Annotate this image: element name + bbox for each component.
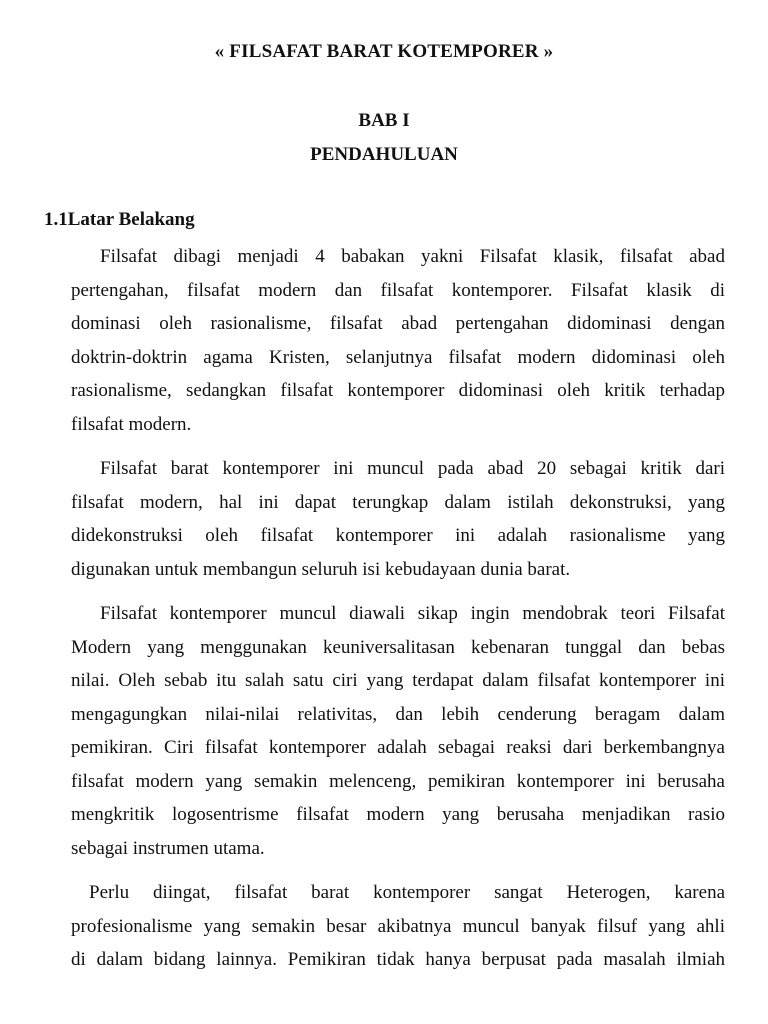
text-line: di dalam bidang lainnya. Pemikiran tidak hanya berpusat pada masalah ilmiah [71, 949, 725, 970]
text-line: rasionalisme, sedangkan filsafat kontemporer didominasi oleh kritik terhadap [71, 380, 725, 401]
text-line: Filsafat kontemporer muncul diawali sikap ingin mendobrak teori Filsafat [100, 603, 725, 624]
text-line: pemikiran. Ciri filsafat kontemporer adalah sebagai reaksi dari berkembangnya [71, 737, 725, 758]
paragraph [71, 876, 725, 977]
text-line: mengagungkan nilai-nilai relativitas, dan lebih cenderung beragam dalam [71, 703, 725, 725]
text-line: mengkritik logosentrisme filsafat modern yang berusaha menjadikan rasio [71, 804, 725, 825]
paragraph [71, 240, 725, 441]
text-line: pertengahan, filsafat modern dan filsafat kontemporer. Filsafat klasik di [71, 279, 725, 301]
text-line: filsafat modern yang semakin melenceng, pemikiran kontemporer ini berusaha [71, 770, 725, 792]
text-line: digunakan untuk membangun seluruh isi kebudayaan dunia barat. [71, 558, 571, 580]
paragraph [71, 597, 725, 865]
text-line: filsafat modern, hal ini dapat terungkap dalam istilah dekonstruksi, yang [71, 491, 725, 513]
paragraph [71, 452, 725, 586]
text-line: Perlu diingat, filsafat barat kontemporer sangat Heterogen, karena [89, 882, 725, 903]
text-line: Filsafat dibagi menjadi 4 babakan yakni Filsafat klasik, filsafat abad [100, 246, 725, 267]
text-line: doktrin-doktrin agama Kristen, selanjutnya filsafat modern didominasi oleh [71, 346, 725, 368]
text-line: didekonstruksi oleh filsafat kontemporer ini adalah rasionalisme yang [71, 525, 725, 546]
text-line: nilai. Oleh sebab itu salah satu ciri yang terdapat dalam filsafat kontemporer ini [71, 670, 725, 691]
text-line: profesionalisme yang semakin besar akibatnya muncul banyak filsuf yang ahli [71, 915, 725, 937]
text-line: filsafat modern. [71, 413, 192, 435]
text-line: Filsafat barat kontemporer ini muncul pada abad 20 sebagai kritik dari [100, 458, 725, 479]
chapter-title: PENDAHULUAN [310, 144, 458, 165]
document-title: « FILSAFAT BARAT KOTEMPORER » [214, 41, 554, 62]
section-body [71, 240, 725, 988]
text-line: Modern yang menggunakan keuniversalitasan kebenaran tunggal dan bebas [71, 636, 725, 658]
text-line: dominasi oleh rasionalisme, filsafat abad pertengahan didominasi dengan [71, 313, 725, 334]
text-line: sebagai instrumen utama. [71, 837, 265, 859]
chapter-number: BAB I [358, 110, 410, 131]
section-heading: 1.1Latar Belakang [44, 209, 195, 230]
